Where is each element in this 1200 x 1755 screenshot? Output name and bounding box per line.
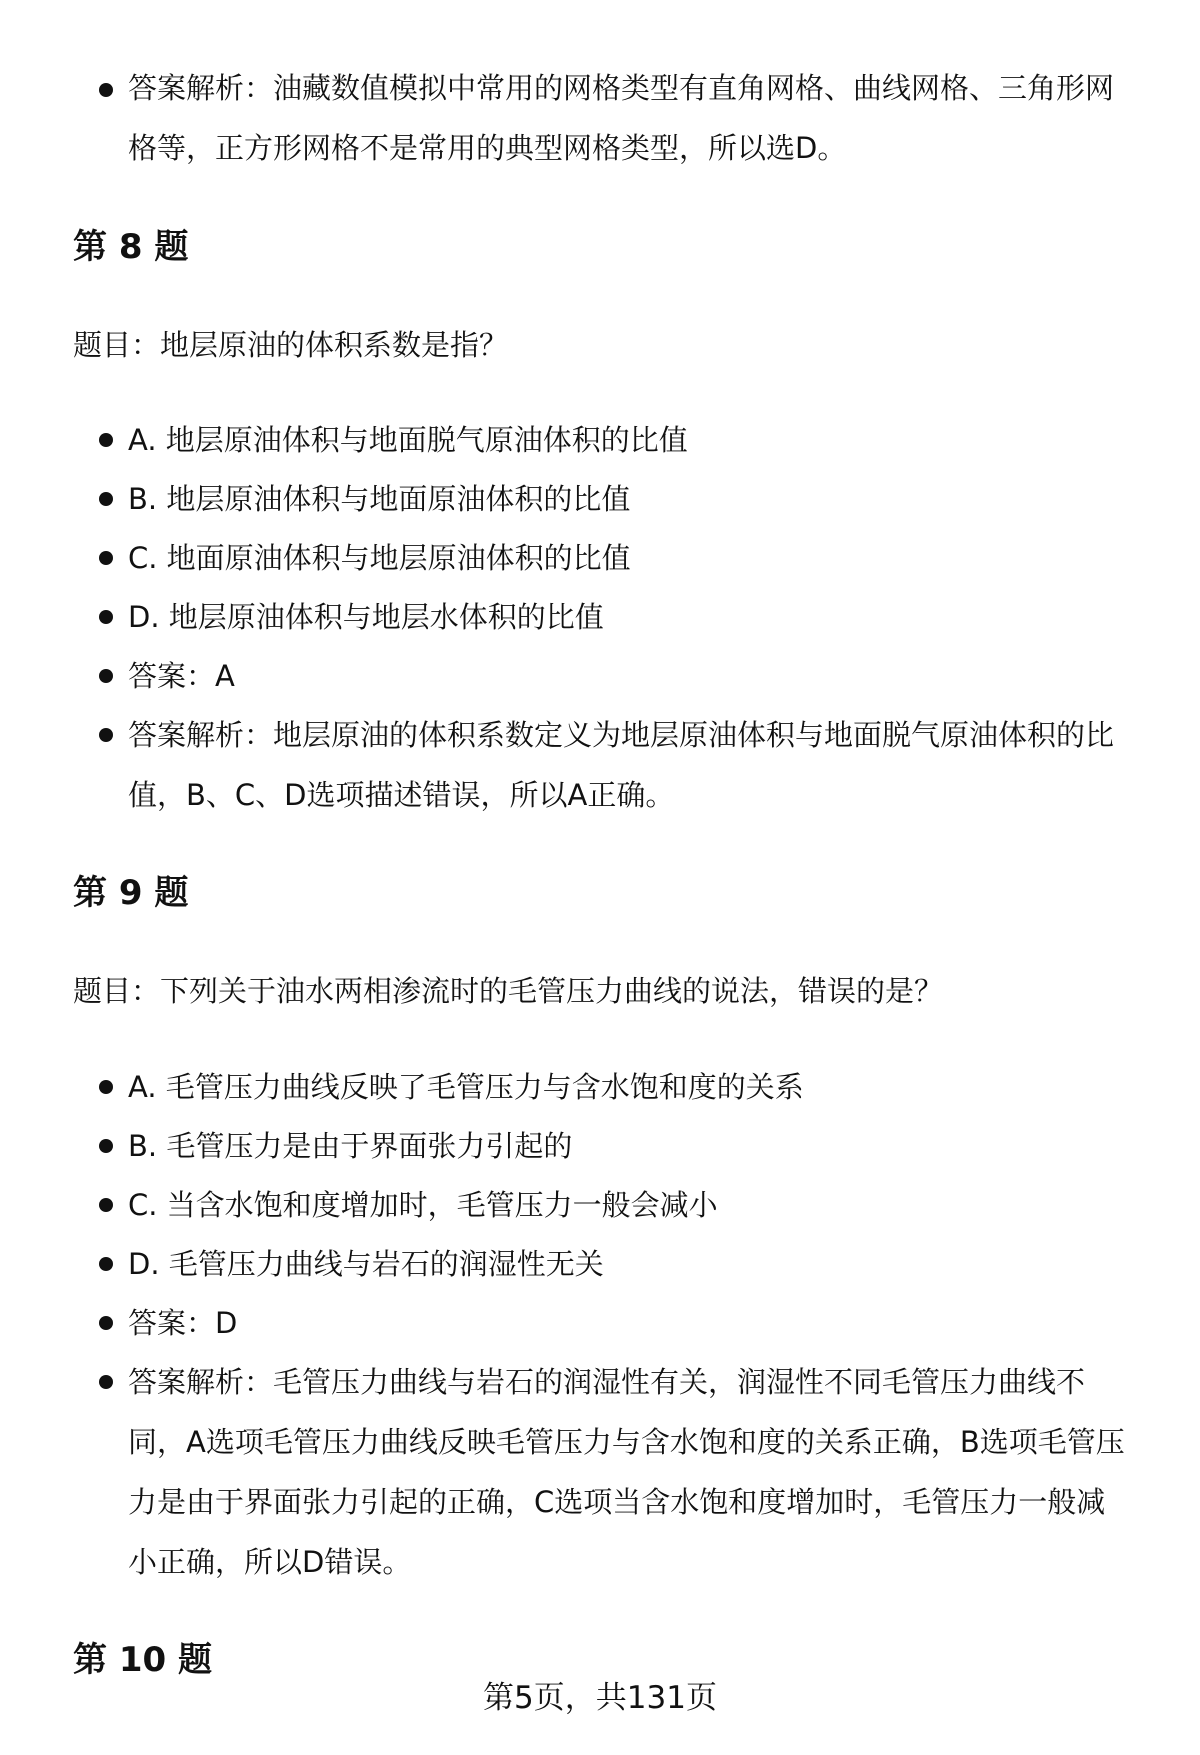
bullet-icon [99, 1139, 113, 1153]
bullet-icon [99, 83, 113, 97]
bullet-icon [99, 1080, 113, 1094]
bullet-icon [99, 1316, 113, 1330]
option-text: C. 地面原油体积与地层原油体积的比值 [128, 541, 631, 575]
question-heading: 第 9 题 [73, 873, 189, 913]
analysis-line: 值，B、C、D选项描述错误，所以A正确。 [128, 778, 675, 812]
bullet-icon [99, 669, 113, 683]
question-text: 题目：下列关于油水两相渗流时的毛管压力曲线的说法，错误的是？ [73, 974, 944, 1008]
bullet-icon [99, 728, 113, 742]
answer-text: 答案：D [128, 1306, 238, 1340]
analysis-line: 同，A选项毛管压力曲线反映毛管压力与含水饱和度的关系正确，B选项毛管压 [128, 1425, 1125, 1459]
analysis-line: 答案解析：油藏数值模拟中常用的网格类型有直角网格、曲线网格、三角形网 [128, 71, 1115, 105]
analysis-line: 小正确，所以D错误。 [128, 1545, 412, 1579]
bullet-icon [99, 492, 113, 506]
bullet-icon [99, 610, 113, 624]
bullet-icon [99, 433, 113, 447]
question-text: 题目：地层原油的体积系数是指？ [73, 328, 509, 362]
option-text: A. 毛管压力曲线反映了毛管压力与含水饱和度的关系 [128, 1070, 804, 1104]
analysis-line: 答案解析：地层原油的体积系数定义为地层原油体积与地面脱气原油体积的比 [128, 718, 1115, 752]
option-text: B. 地层原油体积与地面原油体积的比值 [128, 482, 631, 516]
option-text: B. 毛管压力是由于界面张力引起的 [128, 1129, 573, 1163]
option-text: D. 地层原油体积与地层水体积的比值 [128, 600, 604, 634]
bullet-icon [99, 1375, 113, 1389]
page-number: 第5页，共131页 [483, 1680, 717, 1716]
question-heading: 第 10 题 [73, 1640, 212, 1680]
question-heading: 第 8 题 [73, 227, 189, 267]
analysis-line: 格等，正方形网格不是常用的典型网格类型，所以选D。 [128, 131, 847, 165]
bullet-icon [99, 551, 113, 565]
option-text: A. 地层原油体积与地面脱气原油体积的比值 [128, 423, 688, 457]
bullet-icon [99, 1198, 113, 1212]
answer-text: 答案：A [128, 659, 235, 693]
analysis-line: 力是由于界面张力引起的正确，C选项当含水饱和度增加时，毛管压力一般减 [128, 1485, 1106, 1519]
option-text: C. 当含水饱和度增加时，毛管压力一般会减小 [128, 1188, 718, 1222]
analysis-line: 答案解析：毛管压力曲线与岩石的润湿性有关，润湿性不同毛管压力曲线不 [128, 1365, 1086, 1399]
option-text: D. 毛管压力曲线与岩石的润湿性无关 [128, 1247, 604, 1281]
bullet-icon [99, 1257, 113, 1271]
